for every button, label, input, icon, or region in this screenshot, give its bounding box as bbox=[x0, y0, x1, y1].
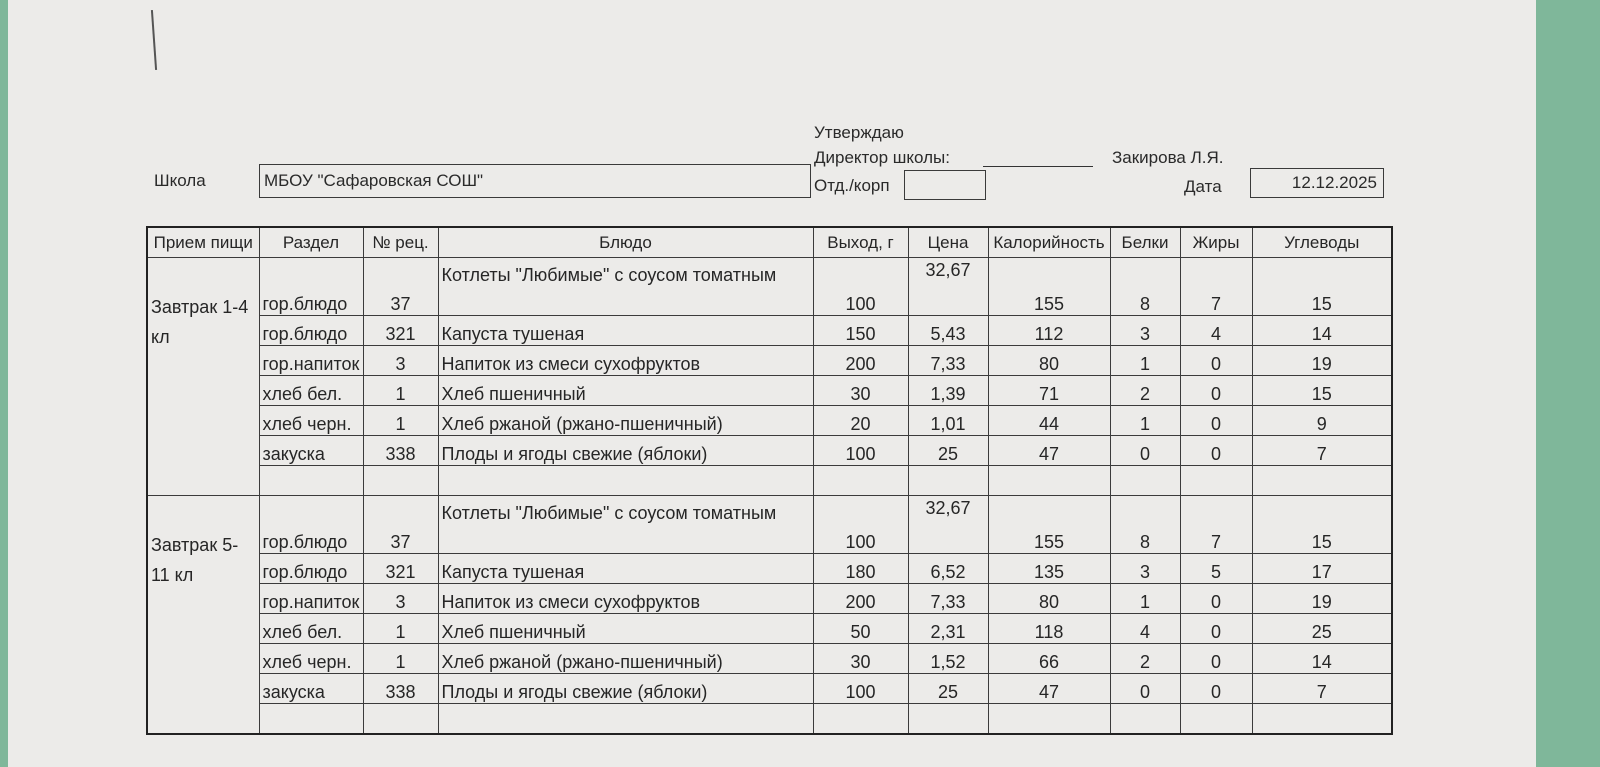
date-label: Дата bbox=[1184, 177, 1222, 196]
table-row bbox=[147, 674, 1392, 704]
protein-cell: 3 bbox=[1110, 316, 1180, 346]
col-weight: Выход, г bbox=[813, 227, 908, 258]
date-field bbox=[1250, 168, 1384, 198]
weight-cell: 100 bbox=[813, 674, 908, 704]
dish-cell: Напиток из смеси сухофруктов bbox=[438, 346, 813, 376]
kcal-cell: 71 bbox=[988, 376, 1110, 406]
price-cell: 6,52 bbox=[908, 554, 988, 584]
carbs-cell: 7 bbox=[1252, 674, 1392, 704]
table-row bbox=[147, 316, 1392, 346]
empty-cell bbox=[908, 704, 988, 735]
weight-cell: 100 bbox=[813, 496, 908, 554]
empty-cell bbox=[813, 466, 908, 496]
section-cell: хлеб черн. bbox=[259, 406, 363, 436]
kcal-cell: 80 bbox=[988, 346, 1110, 376]
protein-cell: 2 bbox=[1110, 376, 1180, 406]
table-row bbox=[147, 376, 1392, 406]
kcal-cell: 44 bbox=[988, 406, 1110, 436]
dish-cell: Капуста тушеная bbox=[438, 316, 813, 346]
recipe-cell: 37 bbox=[363, 258, 438, 316]
section-cell: хлеб черн. bbox=[259, 644, 363, 674]
school-label: Школа bbox=[154, 171, 206, 190]
carbs-cell: 9 bbox=[1252, 406, 1392, 436]
date-value: 12.12.2025 bbox=[1291, 173, 1377, 192]
recipe-cell: 321 bbox=[363, 316, 438, 346]
protein-cell: 0 bbox=[1110, 436, 1180, 466]
paper-sheet bbox=[8, 0, 1536, 767]
recipe-cell: 321 bbox=[363, 554, 438, 584]
col-section: Раздел bbox=[259, 227, 363, 258]
carbs-cell: 17 bbox=[1252, 554, 1392, 584]
table-row bbox=[147, 346, 1392, 376]
price-cell: 1,01 bbox=[908, 406, 988, 436]
carbs-cell: 15 bbox=[1252, 258, 1392, 316]
protein-cell: 1 bbox=[1110, 346, 1180, 376]
section-cell: гор.блюдо bbox=[259, 554, 363, 584]
empty-cell bbox=[1110, 704, 1180, 735]
weight-cell: 100 bbox=[813, 436, 908, 466]
empty-cell bbox=[1180, 704, 1252, 735]
fat-cell: 0 bbox=[1180, 614, 1252, 644]
empty-cell bbox=[438, 466, 813, 496]
section-cell: гор.блюдо bbox=[259, 258, 363, 316]
kcal-cell: 155 bbox=[988, 496, 1110, 554]
fat-cell: 0 bbox=[1180, 406, 1252, 436]
table-row bbox=[147, 496, 1392, 554]
dish-cell: Хлеб ржаной (ржано-пшеничный) bbox=[438, 644, 813, 674]
kcal-cell: 47 bbox=[988, 436, 1110, 466]
carbs-cell: 15 bbox=[1252, 376, 1392, 406]
recipe-cell: 3 bbox=[363, 346, 438, 376]
weight-cell: 180 bbox=[813, 554, 908, 584]
section-cell: закуска bbox=[259, 674, 363, 704]
fat-cell: 0 bbox=[1180, 376, 1252, 406]
protein-cell: 1 bbox=[1110, 406, 1180, 436]
dish-cell: Котлеты "Любимые" с соусом томатным bbox=[438, 258, 813, 316]
protein-cell: 2 bbox=[1110, 644, 1180, 674]
kcal-cell: 112 bbox=[988, 316, 1110, 346]
table-row bbox=[147, 644, 1392, 674]
empty-cell bbox=[1252, 704, 1392, 735]
fat-cell: 5 bbox=[1180, 554, 1252, 584]
pen-mark bbox=[151, 10, 157, 70]
kcal-cell: 80 bbox=[988, 584, 1110, 614]
dish-cell: Напиток из смеси сухофруктов bbox=[438, 584, 813, 614]
col-kcal: Калорийность bbox=[988, 227, 1110, 258]
table-row bbox=[147, 258, 1392, 316]
protein-cell: 3 bbox=[1110, 554, 1180, 584]
section-cell: гор.напиток bbox=[259, 346, 363, 376]
dept-label: Отд./корп bbox=[814, 176, 890, 195]
school-field bbox=[259, 164, 811, 198]
price-cell: 1,39 bbox=[908, 376, 988, 406]
weight-cell: 50 bbox=[813, 614, 908, 644]
weight-cell: 200 bbox=[813, 584, 908, 614]
protein-cell: 1 bbox=[1110, 584, 1180, 614]
recipe-cell: 1 bbox=[363, 644, 438, 674]
recipe-cell: 3 bbox=[363, 584, 438, 614]
empty-cell bbox=[908, 466, 988, 496]
empty-cell bbox=[363, 704, 438, 735]
dish-cell: Капуста тушеная bbox=[438, 554, 813, 584]
empty-cell bbox=[988, 466, 1110, 496]
meal-name: Завтрак 1-4 кл bbox=[147, 258, 259, 496]
protein-cell: 8 bbox=[1110, 496, 1180, 554]
price-cell: 2,31 bbox=[908, 614, 988, 644]
col-meal: Прием пищи bbox=[147, 227, 259, 258]
director-name: Закирова Л.Я. bbox=[1112, 148, 1224, 167]
protein-cell: 8 bbox=[1110, 258, 1180, 316]
fat-cell: 0 bbox=[1180, 436, 1252, 466]
fat-cell: 0 bbox=[1180, 584, 1252, 614]
col-price: Цена bbox=[908, 227, 988, 258]
price-cell: 25 bbox=[908, 674, 988, 704]
section-cell: хлеб бел. bbox=[259, 614, 363, 644]
empty-row bbox=[147, 704, 1392, 735]
kcal-cell: 135 bbox=[988, 554, 1110, 584]
fat-cell: 7 bbox=[1180, 258, 1252, 316]
table-row bbox=[147, 436, 1392, 466]
weight-cell: 20 bbox=[813, 406, 908, 436]
carbs-cell: 14 bbox=[1252, 316, 1392, 346]
director-label: Директор школы: bbox=[814, 148, 950, 167]
col-dish: Блюдо bbox=[438, 227, 813, 258]
meal-name: Завтрак 5-11 кл bbox=[147, 496, 259, 735]
menu-table bbox=[146, 226, 1393, 735]
school-value: МБОУ "Сафаровская СОШ" bbox=[264, 171, 484, 190]
recipe-cell: 1 bbox=[363, 376, 438, 406]
empty-cell bbox=[259, 466, 363, 496]
weight-cell: 30 bbox=[813, 376, 908, 406]
carbs-cell: 14 bbox=[1252, 644, 1392, 674]
protein-cell: 4 bbox=[1110, 614, 1180, 644]
dish-cell: Хлеб ржаной (ржано-пшеничный) bbox=[438, 406, 813, 436]
recipe-cell: 37 bbox=[363, 496, 438, 554]
price-cell: 5,43 bbox=[908, 316, 988, 346]
fat-cell: 0 bbox=[1180, 644, 1252, 674]
dish-cell: Плоды и ягоды свежие (яблоки) bbox=[438, 674, 813, 704]
empty-cell bbox=[363, 466, 438, 496]
weight-cell: 200 bbox=[813, 346, 908, 376]
col-carbs: Углеводы bbox=[1252, 227, 1392, 258]
kcal-cell: 47 bbox=[988, 674, 1110, 704]
empty-cell bbox=[1252, 466, 1392, 496]
price-cell: 1,52 bbox=[908, 644, 988, 674]
dish-cell: Хлеб пшеничный bbox=[438, 376, 813, 406]
kcal-cell: 118 bbox=[988, 614, 1110, 644]
kcal-cell: 155 bbox=[988, 258, 1110, 316]
weight-cell: 100 bbox=[813, 258, 908, 316]
fat-cell: 4 bbox=[1180, 316, 1252, 346]
fat-cell: 0 bbox=[1180, 674, 1252, 704]
recipe-cell: 1 bbox=[363, 406, 438, 436]
price-cell: 7,33 bbox=[908, 584, 988, 614]
price-cell: 25 bbox=[908, 436, 988, 466]
table-header-row bbox=[147, 227, 1392, 258]
carbs-cell: 19 bbox=[1252, 584, 1392, 614]
table-row bbox=[147, 584, 1392, 614]
carbs-cell: 19 bbox=[1252, 346, 1392, 376]
dish-cell: Котлеты "Любимые" с соусом томатным bbox=[438, 496, 813, 554]
fat-cell: 0 bbox=[1180, 346, 1252, 376]
kcal-cell: 66 bbox=[988, 644, 1110, 674]
price-cell: 32,67 bbox=[908, 496, 988, 554]
table-row bbox=[147, 406, 1392, 436]
carbs-cell: 25 bbox=[1252, 614, 1392, 644]
empty-cell bbox=[1110, 466, 1180, 496]
recipe-cell: 338 bbox=[363, 436, 438, 466]
price-cell: 7,33 bbox=[908, 346, 988, 376]
recipe-cell: 338 bbox=[363, 674, 438, 704]
weight-cell: 150 bbox=[813, 316, 908, 346]
empty-row bbox=[147, 466, 1392, 496]
empty-cell bbox=[988, 704, 1110, 735]
signature-line bbox=[983, 166, 1093, 167]
table-row bbox=[147, 554, 1392, 584]
section-cell: гор.блюдо bbox=[259, 316, 363, 346]
dish-cell: Плоды и ягоды свежие (яблоки) bbox=[438, 436, 813, 466]
section-cell: гор.напиток bbox=[259, 584, 363, 614]
table-row bbox=[147, 614, 1392, 644]
empty-cell bbox=[1180, 466, 1252, 496]
dish-cell: Хлеб пшеничный bbox=[438, 614, 813, 644]
empty-cell bbox=[438, 704, 813, 735]
fat-cell: 7 bbox=[1180, 496, 1252, 554]
recipe-cell: 1 bbox=[363, 614, 438, 644]
section-cell: гор.блюдо bbox=[259, 496, 363, 554]
price-cell: 32,67 bbox=[908, 258, 988, 316]
protein-cell: 0 bbox=[1110, 674, 1180, 704]
dept-field bbox=[904, 170, 986, 200]
carbs-cell: 7 bbox=[1252, 436, 1392, 466]
empty-cell bbox=[813, 704, 908, 735]
section-cell: хлеб бел. bbox=[259, 376, 363, 406]
col-recipe: № рец. bbox=[363, 227, 438, 258]
section-cell: закуска bbox=[259, 436, 363, 466]
carbs-cell: 15 bbox=[1252, 496, 1392, 554]
approve-label: Утверждаю bbox=[814, 123, 904, 142]
col-fat: Жиры bbox=[1180, 227, 1252, 258]
col-protein: Белки bbox=[1110, 227, 1180, 258]
empty-cell bbox=[259, 704, 363, 735]
weight-cell: 30 bbox=[813, 644, 908, 674]
